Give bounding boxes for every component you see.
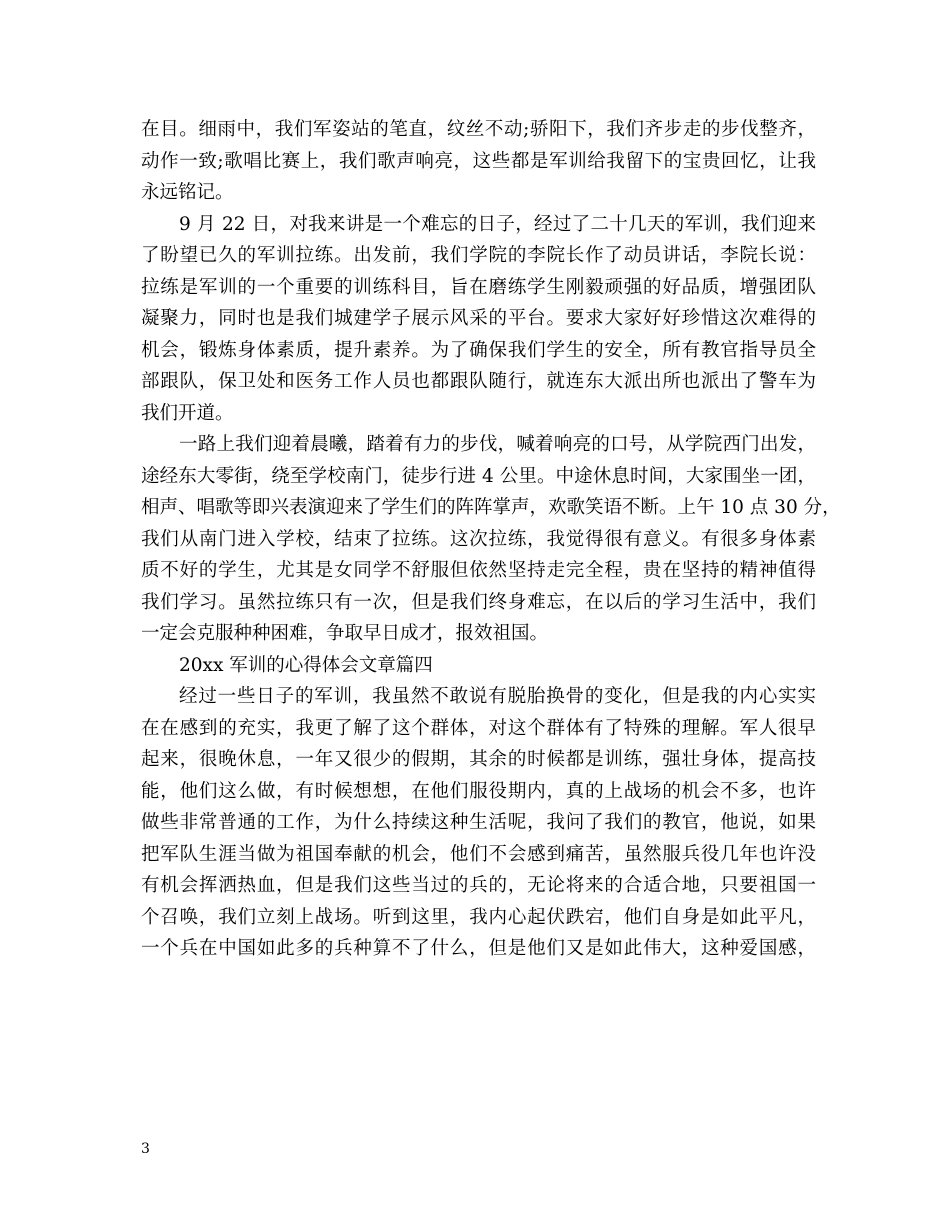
text-line: 在目。细雨中，我们军姿站的笔直，纹丝不动;骄阳下，我们齐步走的步伐整齐， xyxy=(141,119,816,140)
text-line: 一定会克服种种困难，争取早日成才，报效祖国。 xyxy=(141,623,549,644)
page-number: 3 xyxy=(141,1141,150,1157)
text-line: 把军队生涯当做为祖国奉献的机会，他们不会感到痛苦，虽然服兵役几年也许没 xyxy=(141,843,816,865)
body-text xyxy=(141,114,841,965)
text-line: 质不好的学生，尤其是女同学不舒服但依然坚持走完全程，贵在坚持的精神值得 xyxy=(141,560,816,581)
text-line: 一个兵在中国如此多的兵种算不了什么，但是他们又是如此伟大，这种爱国感， xyxy=(141,938,816,959)
text-line: 了盼望已久的军训拉练。出发前，我们学院的李院长作了动员讲话，李院长说： xyxy=(141,245,816,266)
text-line: 9 月 22 日，对我来讲是一个难忘的日子，经过了二十几天的军训，我们迎来 xyxy=(179,213,816,235)
text-line: 动作一致;歌唱比赛上，我们歌声响亮，这些都是军训给我留下的宝贵回忆，让我 xyxy=(141,150,816,172)
text-line: 经过一些日子的军训，我虽然不敢说有脱胎换骨的变化，但是我的内心实实 xyxy=(179,686,816,707)
text-line: 有机会挥洒热血，但是我们这些当过的兵的，无论将来的合适合地，只要祖国一 xyxy=(141,875,816,896)
text-line: 部跟队，保卫处和医务工作人员也都跟队随行，就连东大派出所也派出了警车为 xyxy=(141,371,816,392)
text-line: 凝聚力，同时也是我们城建学子展示风采的平台。要求大家好好珍惜这次难得的 xyxy=(141,308,816,329)
text-line: 个召唤，我们立刻上战场。听到这里，我内心起伏跌宕，他们自身是如此平凡， xyxy=(141,906,816,928)
text-line: 起来，很晚休息，一年又很少的假期，其余的时候都是训练，强壮身体，提高技 xyxy=(141,749,816,770)
text-line: 机会，锻炼身体素质，提升素养。为了确保我们学生的安全，所有教官指导员全 xyxy=(141,339,816,361)
text-line: 在在感到的充实，我更了解了这个群体，对这个群体有了特殊的理解。军人很早 xyxy=(141,717,816,739)
text-line: 拉练是军训的一个重要的训练科目，旨在磨练学生刚毅顽强的好品质，增强团队 xyxy=(141,276,816,298)
text-line: 我们学习。虽然拉练只有一次，但是我们终身难忘，在以后的学习生活中，我们 xyxy=(141,591,816,613)
section-heading: 20xx 军训的心得体会文章篇四 xyxy=(179,654,433,676)
text-line: 途经东大零街，绕至学校南门，徒步行进 4 公里。中途休息时间，大家围坐一团， xyxy=(141,465,816,487)
text-line: 我们开道。 xyxy=(141,402,234,424)
text-line: 能，他们这么做，有时候想想，在他们服役期内，真的上战场的机会不多，也许 xyxy=(141,780,816,802)
text-line: 一路上我们迎着晨曦，踏着有力的步伐，喊着响亮的口号，从学院西门出发， xyxy=(179,434,816,455)
text-line: 相声、唱歌等即兴表演迎来了学生们的阵阵掌声，欢歌笑语不断。上午 10 点 30 分， xyxy=(141,497,841,518)
text-line: 我们从南门进入学校，结束了拉练。这次拉练，我觉得很有意义。有很多身体素 xyxy=(141,528,816,550)
text-line: 做些非常普通的工作，为什么持续这种生活呢，我问了我们的教官，他说，如果 xyxy=(141,812,816,833)
text-line: 永远铭记。 xyxy=(141,182,234,203)
